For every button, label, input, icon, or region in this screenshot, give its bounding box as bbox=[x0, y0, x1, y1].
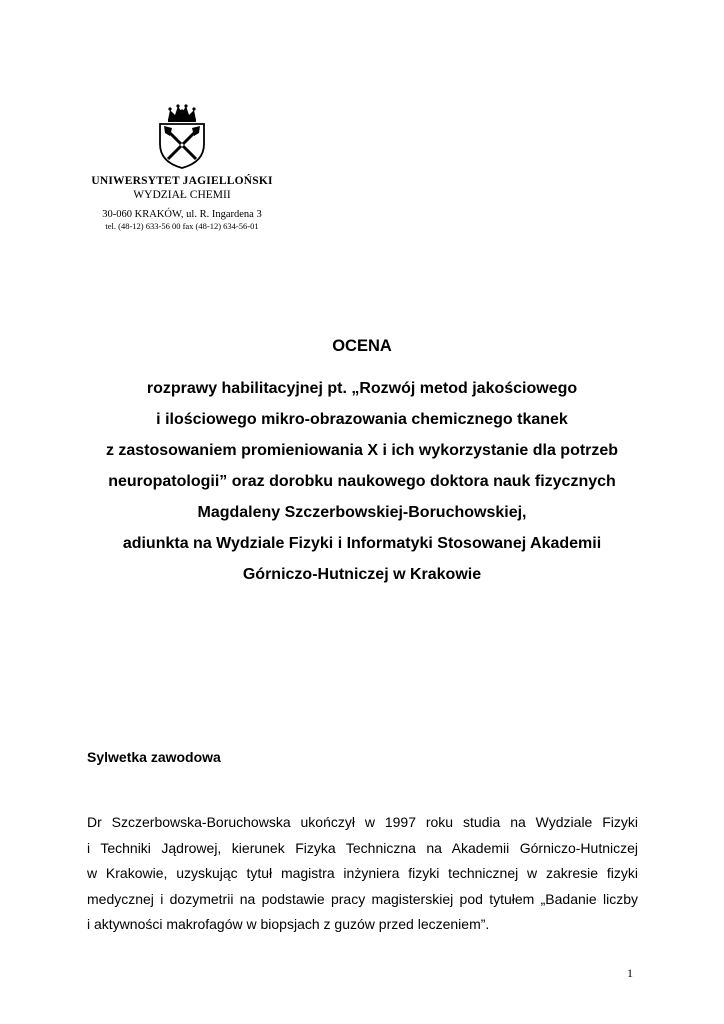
paragraph-line: Dr Szczerbowska-Boruchowska ukończył w 1997 roku studia na Wydziale Fizyki bbox=[87, 814, 638, 830]
title-line: neuropatologii” oraz dorobku naukowego doktora nauk fizycznych bbox=[108, 473, 616, 490]
paragraph-line: w Krakowie, uzyskując tytuł magistra inżyniera fizyki technicznej w zakresie fizyki bbox=[87, 865, 638, 881]
review-title bbox=[60, 336, 664, 590]
section-heading: Sylwetka zawodowa bbox=[87, 749, 221, 765]
address: 30-060 KRAKÓW, ul. R. Ingardena 3 bbox=[102, 209, 262, 220]
university-crest-icon bbox=[156, 104, 208, 170]
department-name: WYDZIAŁ CHEMII bbox=[133, 189, 231, 201]
title-line: Górniczo-Hutniczej w Krakowie bbox=[242, 566, 482, 583]
contact-info: tel. (48-12) 633-56 00 fax (48-12) 634-56-01 bbox=[105, 221, 259, 231]
page-number: 1 bbox=[627, 966, 633, 980]
title-line: i ilościowego mikro-obrazowania chemicznego tkanek bbox=[156, 411, 568, 428]
title-line: rozprawy habilitacyjnej pt. „Rozwój metod jakościowego bbox=[146, 380, 578, 397]
letterhead bbox=[60, 104, 304, 232]
title-line: z zastosowaniem promieniowania X i ich wykorzystanie dla potrzeb bbox=[105, 442, 619, 459]
paragraph-line: i Techniki Jądrowej, kierunek Fizyka Techniczna na Akademii Górniczo-Hutniczej bbox=[87, 839, 638, 856]
university-name: UNIWERSYTET JAGIELLOŃSKI bbox=[91, 175, 273, 187]
title-heading: OCENA bbox=[332, 337, 392, 355]
paragraph-line: i aktywności makrofagów w biopsjach z guzów przed leczeniem”. bbox=[87, 916, 490, 932]
title-line: Magdaleny Szczerbowskiej-Boruchowskiej, bbox=[197, 504, 527, 521]
title-line: adiunkta na Wydziale Fizyki i Informatyki Stosowanej Akademii bbox=[122, 535, 602, 552]
paragraph-line: medycznej i dozymetrii na podstawie pracy magisterskiej pod tytułem „Badanie liczby bbox=[87, 890, 638, 907]
body-paragraph bbox=[87, 810, 638, 938]
